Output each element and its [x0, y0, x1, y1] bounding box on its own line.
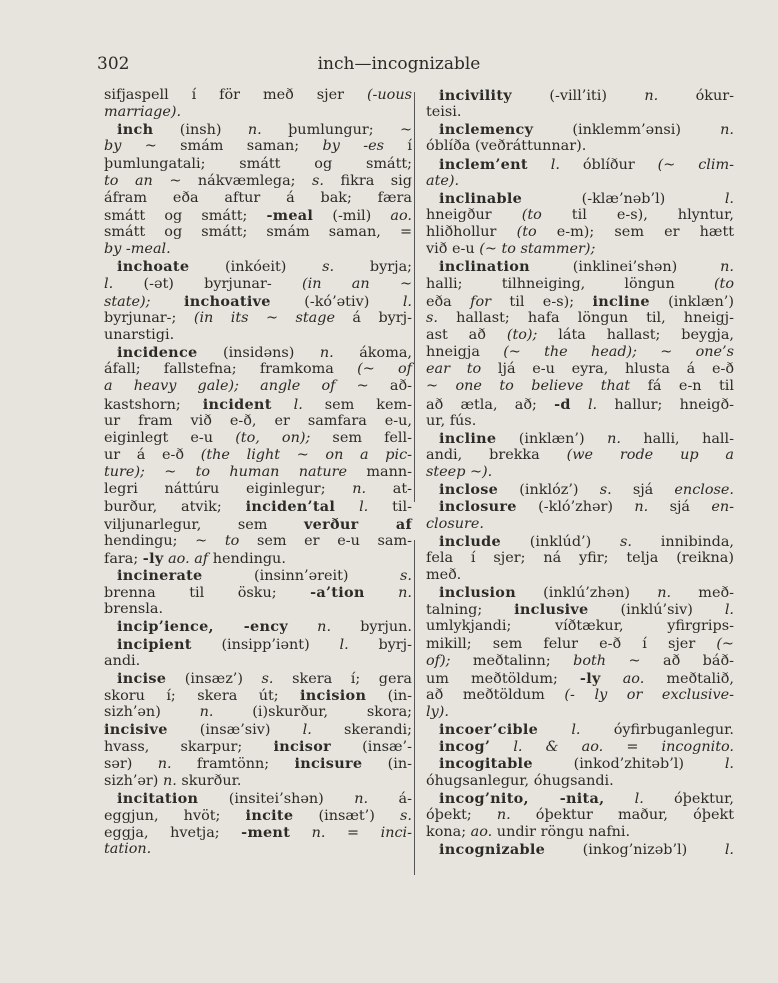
dictionary-line: steep ~).	[426, 464, 493, 481]
dictionary-line: inch (insh) n. þumlungur; ~	[117, 121, 412, 139]
dictionary-line: by -meal.	[104, 241, 171, 258]
dictionary-line: ear to ljá e-u eyra, hlusta á e-ð	[426, 361, 734, 378]
dictionary-line: ur, fús.	[426, 412, 477, 429]
dictionary-line: inchoate (inkóeit) s. byrja;	[117, 258, 412, 276]
dictionary-line: inclusion (inklú’zhən) n. með-	[439, 584, 734, 602]
dictionary-line: inclose (inklóz’) s. sjá enclose.	[439, 481, 734, 499]
dictionary-line: fela í sjer; ná yfir; telja (reikna)	[426, 549, 734, 566]
dictionary-line: l. (-ət) byrjunar- (in an ~	[104, 275, 412, 292]
dictionary-line: tation.	[104, 841, 152, 858]
dictionary-line: þumlungatali; smátt og smátt;	[104, 155, 412, 172]
dictionary-line: andi.	[104, 652, 141, 669]
column-divider	[414, 540, 415, 875]
page-number: 302	[97, 54, 130, 74]
dictionary-line: með.	[426, 566, 462, 583]
dictionary-line: brenna til ösku; -a’tion n.	[104, 584, 412, 602]
dictionary-line: umlykjandi; víðtækur, yfirgrips-	[426, 618, 734, 635]
dictionary-line: eggja, hvetja; -ment n. = inci-	[104, 824, 412, 842]
dictionary-line: áfall; fallstefna; framkoma (~ of	[104, 361, 412, 378]
dictionary-line: mikill; sem felur e-ð í sjer (~	[426, 635, 734, 652]
dictionary-line: unarstigi.	[104, 326, 175, 343]
dictionary-line: closure.	[426, 515, 484, 532]
dictionary-line: incisive (insæ’siv) l. skerandi;	[104, 721, 412, 739]
dictionary-line: s. hallast; hafa löngun til, hneigj-	[426, 309, 734, 326]
dictionary-line: sifjaspell í för með sjer (-uous	[104, 87, 412, 103]
dictionary-line: hneigja (~ the head); ~ one’s	[426, 344, 735, 361]
dictionary-line: óblíða (veðráttunnar).	[426, 138, 587, 155]
dictionary-line: áfram eða aftur á bak; færa	[104, 189, 412, 206]
dictionary-line: hneigður (to til e-s), hlyntur,	[426, 206, 734, 223]
dictionary-line: ast að (to); láta hallast; beygja,	[426, 326, 734, 343]
dictionary-line: andi, brekka (we rode up a	[426, 446, 734, 463]
dictionary-line: sizh’ən) n. (i)skurður, skora;	[104, 704, 412, 721]
running-head: inch—incognizable	[317, 54, 481, 74]
dictionary-line: incivility (-vill’iti) n. ókur-	[439, 87, 734, 104]
dictionary-line: smátt og smátt; -meal (-mil) ao.	[104, 206, 412, 224]
dictionary-line: incise (insæz’) s. skera í; gera	[117, 669, 412, 687]
dictionary-line: ate).	[426, 172, 460, 189]
column-left	[104, 87, 412, 858]
dictionary-line: eggjun, hvöt; incite (insæt’) s.	[104, 806, 412, 824]
dictionary-line: halli; tilhneiging, löngun (to	[426, 275, 734, 292]
dictionary-line: óhugsanlegur, óhugsandi.	[426, 772, 614, 789]
dictionary-line: a heavy gale); angle of ~ að-	[104, 378, 412, 395]
dictionary-line: incipient (insipp’iənt) l. byrj-	[117, 635, 412, 653]
dictionary-line: kastshorn; incident l. sem kem-	[104, 395, 413, 413]
dictionary-line: hendingu; ~ to sem er e-u sam-	[104, 532, 412, 549]
dictionary-line: incip’ience, -ency n. byrjun.	[117, 618, 412, 636]
dictionary-line: talning; inclusive (inklú’siv) l.	[426, 601, 734, 619]
dictionary-line: to an ~ nákvæmlega; s. fikra sig	[104, 172, 412, 189]
dictionary-line: incline (inklæn’) n. halli, hall-	[439, 429, 734, 447]
dictionary-line: skoru í; skera út; incision (in-	[104, 686, 412, 704]
dictionary-line: ture); ~ to human nature mann-	[104, 464, 412, 481]
dictionary-line: ur á e-ð (the light ~ on a pic-	[104, 446, 412, 463]
dictionary-line: ly).	[426, 704, 449, 721]
dictionary-line: state); inchoative (-kó’ətiv) l.	[104, 292, 412, 310]
dictionary-line: eða for til e-s); incline (inklæn’)	[426, 292, 734, 310]
dictionary-line: incidence (insidəns) n. ákoma,	[117, 344, 412, 362]
column-right	[426, 87, 734, 858]
dictionary-line: um meðtöldum; -ly ao. meðtalið,	[426, 669, 734, 687]
dictionary-line: inclemency (inklemm’ənsi) n.	[439, 121, 734, 139]
dictionary-line: ur fram við e-ð, er samfara e-u,	[104, 412, 412, 429]
dictionary-line: include (inklúd’) s. innibinda,	[439, 532, 734, 550]
dictionary-line: of); meðtalinn; both ~ að báð-	[426, 652, 735, 669]
dictionary-line: by ~ smám saman; by -es í	[104, 138, 413, 155]
dictionary-line: incog’nito, -nita, l. óþektur,	[439, 789, 734, 807]
dictionary-line: incognizable (inkog’nizəb’l) l.	[439, 841, 734, 859]
dictionary-line: inclination (inklinei’shən) n.	[439, 258, 734, 276]
column-divider	[414, 92, 415, 502]
dictionary-line: að ætla, að; -d l. hallur; hneigð-	[426, 395, 735, 413]
dictionary-line: byrjunar-; (in its ~ stage á byrj-	[104, 309, 413, 326]
dictionary-line: sizh’ər) n. skurður.	[104, 772, 242, 789]
dictionary-line: incitation (insitei’shən) n. á-	[117, 789, 412, 807]
dictionary-line: burður, atvik; inciden’tal l. til-	[104, 498, 412, 516]
dictionary-line: teisi.	[426, 104, 462, 121]
dictionary-line: legri náttúru eiginlegur; n. at-	[104, 481, 412, 498]
dictionary-line: marriage).	[104, 104, 182, 121]
dictionary-line: inclinable (-klæ’nəb’l) l.	[439, 189, 734, 207]
dictionary-line: incoer’cible l. óyfirbuganlegur.	[439, 721, 734, 739]
dictionary-line: smátt og smátt; smám saman, =	[104, 224, 412, 241]
dictionary-line: kona; ao. undir röngu nafni.	[426, 824, 631, 841]
dictionary-line: eiginlegt e-u (to, on); sem fell-	[104, 429, 412, 446]
dictionary-line: hliðhollur (to e-m); sem er hætt	[426, 224, 735, 241]
dictionary-line: ~ one to believe that fá e-n til	[426, 378, 734, 395]
dictionary-line: við e-u (~ to stammer);	[426, 241, 596, 258]
dictionary-line: brensla.	[104, 601, 164, 618]
dictionary-line: incinerate (insinn’əreit) s.	[117, 566, 412, 584]
dictionary-line: inclosure (-kló’zhər) n. sjá en-	[439, 498, 735, 516]
dictionary-line: incog’ l. & ao. = incognito.	[439, 738, 734, 756]
dictionary-line: inclem’ent l. óblíður (~ clim-	[439, 155, 735, 173]
dictionary-line: hvass, skarpur; incisor (insæ’-	[104, 738, 412, 756]
dictionary-line: fara; -ly ao. af hendingu.	[104, 549, 286, 567]
dictionary-line: óþekt; n. óþektur maður, óþekt	[426, 806, 734, 823]
dictionary-line: að meðtöldum (- ly or exclusive-	[426, 686, 734, 703]
dictionary-line: sər) n. framtönn; incisure (in-	[104, 755, 412, 773]
dictionary-line: viljunarlegur, sem verður af	[104, 515, 412, 533]
dictionary-line: incogitable (inkod’zhitəb’l) l.	[439, 755, 734, 773]
